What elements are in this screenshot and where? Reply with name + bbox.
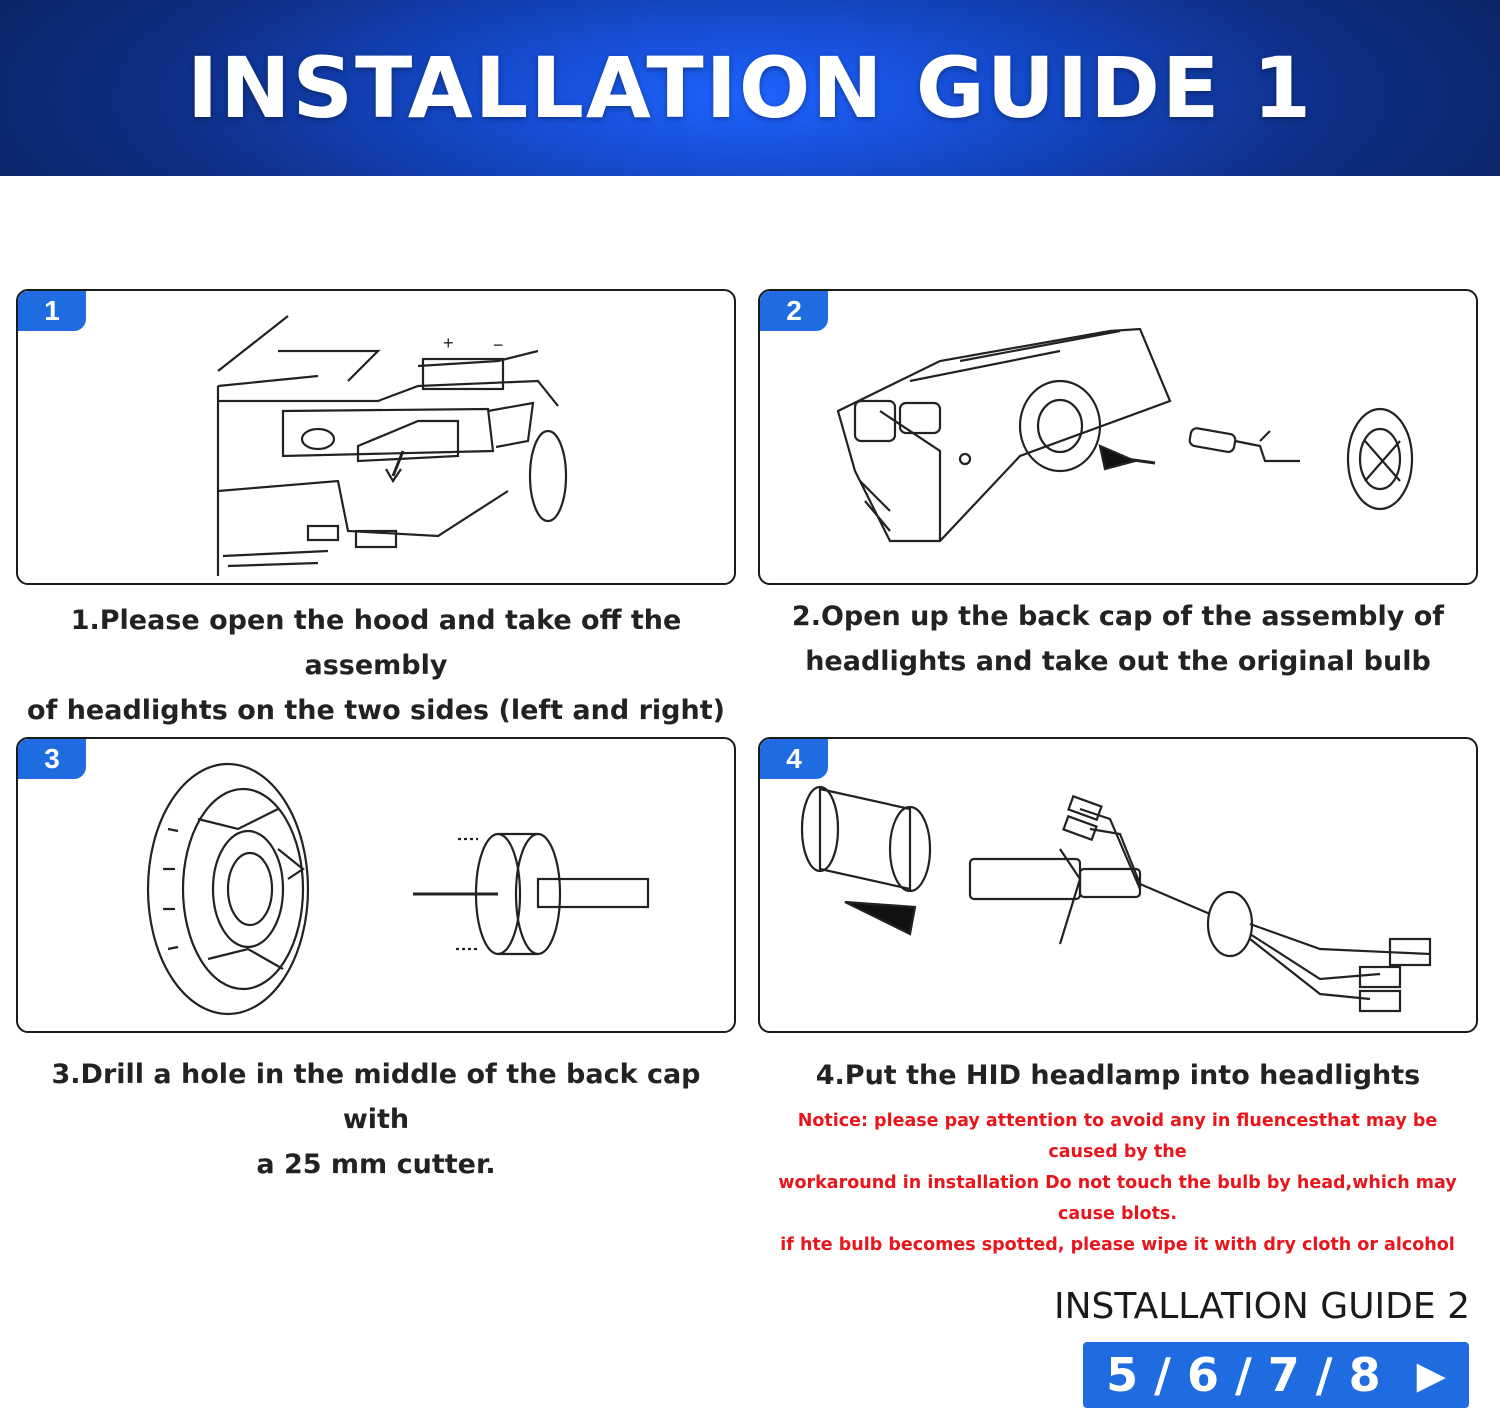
svg-text:−: −: [493, 335, 504, 355]
step-1-panel: [16, 289, 736, 585]
step-4-badge: 4: [760, 739, 828, 779]
next-guide-title: INSTALLATION GUIDE 2: [1054, 1286, 1470, 1327]
page-title: INSTALLATION GUIDE 1: [186, 39, 1314, 137]
step-2-panel: [758, 289, 1478, 585]
step-3-badge: 3: [18, 739, 86, 779]
step-4-caption: 4.Put the HID headlamp into headlights: [815, 1060, 1421, 1091]
back-cap-and-hole-saw-illustration: [18, 739, 736, 1033]
step-3-panel: [16, 737, 736, 1033]
next-guide-steps-label: 5 / 6 / 7 / 8: [1106, 1348, 1381, 1402]
step-4-panel: [758, 737, 1478, 1033]
step-1-badge: 1: [18, 291, 86, 331]
next-guide-button[interactable]: [1083, 1342, 1469, 1408]
car-hood-illustration: [18, 291, 736, 585]
headlight-assembly-illustration: [760, 291, 1478, 585]
header-banner: [0, 0, 1500, 176]
step-2-caption: 2.Open up the back cap of the assembly of headlights and take out the original bulb: [791, 601, 1445, 677]
hid-bulb-illustration: [760, 739, 1478, 1033]
svg-text:+: +: [443, 333, 454, 353]
step-2-badge: 2: [760, 291, 828, 331]
notice-text: Notice: please pay attention to avoid any in fluencesthat may be caused by the workaround in installation Do not touch the bulb by head,which may cause blots. if hte bulb becomes spotted, please wipe it with dry cloth or alcohol: [778, 1111, 1457, 1255]
play-arrow-icon: ▶: [1416, 1353, 1446, 1397]
step-1-caption: 1.Please open the hood and take off the assembly of headlights on the two sides (left and right): [27, 605, 725, 726]
step-3-caption: 3.Drill a hole in the middle of the back cap with a 25 mm cutter.: [51, 1059, 701, 1180]
